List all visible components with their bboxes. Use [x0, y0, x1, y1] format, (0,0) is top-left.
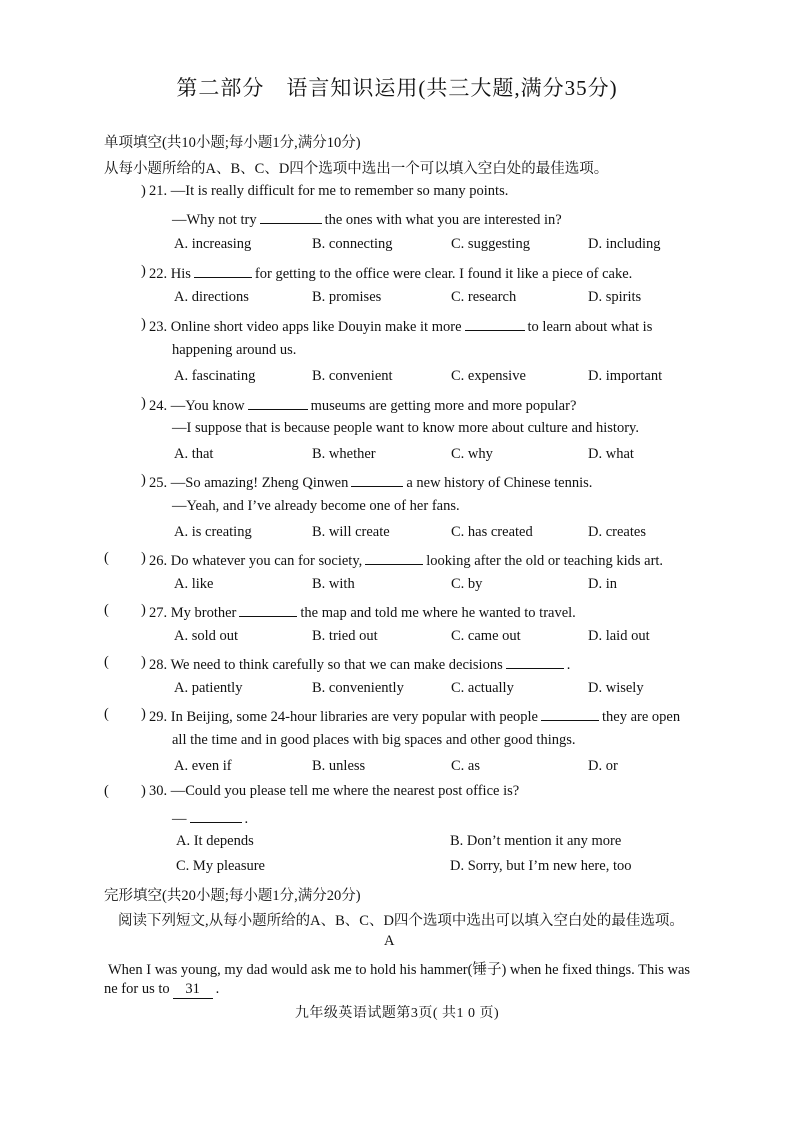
option-23-d[interactable]: D. important	[588, 368, 663, 384]
question-25: 25. —So amazing! Zheng Qinwen a new history of Chinese tennis.	[149, 472, 592, 492]
option-26-b[interactable]: B. with	[312, 576, 355, 592]
answer-paren-27[interactable]: )	[141, 602, 146, 618]
question-26: 26. Do whatever you can for society, looking after the old or teaching kids art.	[149, 550, 663, 570]
option-29-c[interactable]: C. as	[451, 758, 480, 774]
option-21-b[interactable]: B. connecting	[312, 236, 393, 252]
option-28-c[interactable]: C. actually	[451, 680, 514, 696]
answer-paren-23[interactable]: )	[141, 316, 146, 332]
question-25-line2: —Yeah, and I’ve already become one of her fans.	[172, 498, 460, 514]
answer-paren-29[interactable]: )	[141, 706, 146, 722]
option-25-a[interactable]: A. is creating	[174, 524, 252, 540]
answer-blank[interactable]	[465, 316, 525, 331]
option-27-a[interactable]: A. sold out	[174, 628, 239, 644]
page-footer: 九年级英语试题第3页( 共1 0 页)	[294, 1006, 500, 1021]
question-23-line2: happening around us.	[172, 342, 297, 358]
answer-paren-open-29[interactable]: (	[104, 706, 109, 722]
option-21-a[interactable]: A. increasing	[174, 236, 252, 252]
question-29: 29. In Beijing, some 24-hour libraries are very popular with people they are open	[149, 706, 680, 726]
option-30-c[interactable]: C. My pleasure	[176, 858, 265, 874]
option-21-d[interactable]: D. including	[588, 236, 661, 252]
answer-paren-25[interactable]: )	[141, 472, 146, 488]
answer-blank[interactable]	[541, 706, 599, 721]
answer-blank[interactable]	[365, 550, 423, 565]
option-25-c[interactable]: C. has created	[451, 524, 533, 540]
question-30: 30. —Could you please tell me where the nearest post office is?	[149, 783, 520, 799]
option-29-d[interactable]: D. or	[588, 758, 618, 774]
option-22-b[interactable]: B. promises	[312, 289, 382, 305]
answer-blank[interactable]	[194, 263, 252, 278]
option-26-a[interactable]: A. like	[174, 576, 214, 592]
option-21-c[interactable]: C. suggesting	[451, 236, 530, 252]
cloze-blank-31[interactable]: 31	[173, 981, 213, 999]
option-22-c[interactable]: C. research	[451, 289, 517, 305]
option-24-c[interactable]: C. why	[451, 446, 493, 462]
option-29-b[interactable]: B. unless	[312, 758, 366, 774]
question-number: 21	[149, 183, 164, 199]
question-24: 24. —You know museums are getting more and more popular?	[149, 395, 576, 415]
option-26-d[interactable]: D. in	[588, 576, 617, 592]
option-27-b[interactable]: B. tried out	[312, 628, 378, 644]
option-24-b[interactable]: B. whether	[312, 446, 376, 462]
section1-instruction: 从每小题所给的A、B、C、D四个选项中选出一个可以填入空白处的最佳选项。	[104, 161, 609, 177]
option-23-a[interactable]: A. fascinating	[174, 368, 256, 384]
option-30-d[interactable]: D. Sorry, but I’m new here, too	[450, 858, 632, 874]
option-30-a[interactable]: A. It depends	[176, 833, 254, 849]
answer-paren-22[interactable]: )	[141, 263, 146, 279]
passage-line-2: ne for us to 31 .	[104, 981, 220, 997]
answer-paren-30[interactable]: )	[141, 783, 146, 799]
answer-paren-28[interactable]: )	[141, 654, 146, 670]
question-24-line2: —I suppose that is because people want to know more about culture and history.	[172, 420, 639, 436]
question-29-line2: all the time and in good places with big spaces and other good things.	[172, 732, 576, 748]
section1-heading: 单项填空(共10小题;每小题1分,满分10分)	[104, 135, 361, 151]
answer-blank[interactable]	[260, 209, 322, 224]
answer-blank[interactable]	[351, 472, 403, 487]
answer-paren-21[interactable]: )	[141, 183, 146, 199]
option-29-a[interactable]: A. even if	[174, 758, 232, 774]
option-23-b[interactable]: B. convenient	[312, 368, 393, 384]
question-30-line2: — .	[172, 808, 248, 828]
option-30-b[interactable]: B. Don’t mention it any more	[450, 833, 622, 849]
answer-paren-open-27[interactable]: (	[104, 602, 109, 618]
question-23: 23. Online short video apps like Douyin make it more to learn about what is	[149, 316, 652, 336]
answer-blank[interactable]	[248, 395, 308, 410]
option-25-d[interactable]: D. creates	[588, 524, 646, 540]
answer-paren-open-30[interactable]: (	[104, 783, 109, 799]
option-24-d[interactable]: D. what	[588, 446, 634, 462]
passage-label: A	[384, 933, 395, 949]
option-24-a[interactable]: A. that	[174, 446, 214, 462]
question-21: 21. —It is really difficult for me to remember so many points.	[149, 183, 509, 199]
section2-heading: 完形填空(共20小题;每小题1分,满分20分)	[104, 888, 361, 904]
option-27-c[interactable]: C. came out	[451, 628, 521, 644]
passage-line-1: When I was young, my dad would ask me to hold his hammer(锤子) when he fixed things. This was	[108, 962, 691, 978]
option-26-c[interactable]: C. by	[451, 576, 483, 592]
answer-paren-26[interactable]: )	[141, 550, 146, 566]
question-28: 28. We need to think carefully so that we can make decisions .	[149, 654, 570, 674]
answer-blank[interactable]	[239, 602, 297, 617]
answer-blank[interactable]	[190, 808, 242, 823]
option-25-b[interactable]: B. will create	[312, 524, 390, 540]
option-27-d[interactable]: D. laid out	[588, 628, 650, 644]
option-23-c[interactable]: C. expensive	[451, 368, 526, 384]
section2-instruction: 阅读下列短文,从每小题所给的A、B、C、D四个选项中选出可以填入空白处的最佳选项。	[118, 913, 684, 929]
option-22-d[interactable]: D. spirits	[588, 289, 642, 305]
answer-paren-open-26[interactable]: (	[104, 550, 109, 566]
page-title: 第二部分 语言知识运用(共三大题,满分35分)	[176, 76, 618, 100]
question-27: 27. My brother the map and told me where he wanted to travel.	[149, 602, 576, 622]
answer-paren-24[interactable]: )	[141, 395, 146, 411]
question-22: 22. His for getting to the office were clear. I found it like a piece of cake.	[149, 263, 632, 283]
option-28-a[interactable]: A. patiently	[174, 680, 243, 696]
question-21-line2: —Why not try the ones with what you are interested in?	[172, 209, 562, 229]
option-22-a[interactable]: A. directions	[174, 289, 249, 305]
answer-blank[interactable]	[506, 654, 564, 669]
option-28-d[interactable]: D. wisely	[588, 680, 644, 696]
option-28-b[interactable]: B. conveniently	[312, 680, 404, 696]
answer-paren-open-28[interactable]: (	[104, 654, 109, 670]
